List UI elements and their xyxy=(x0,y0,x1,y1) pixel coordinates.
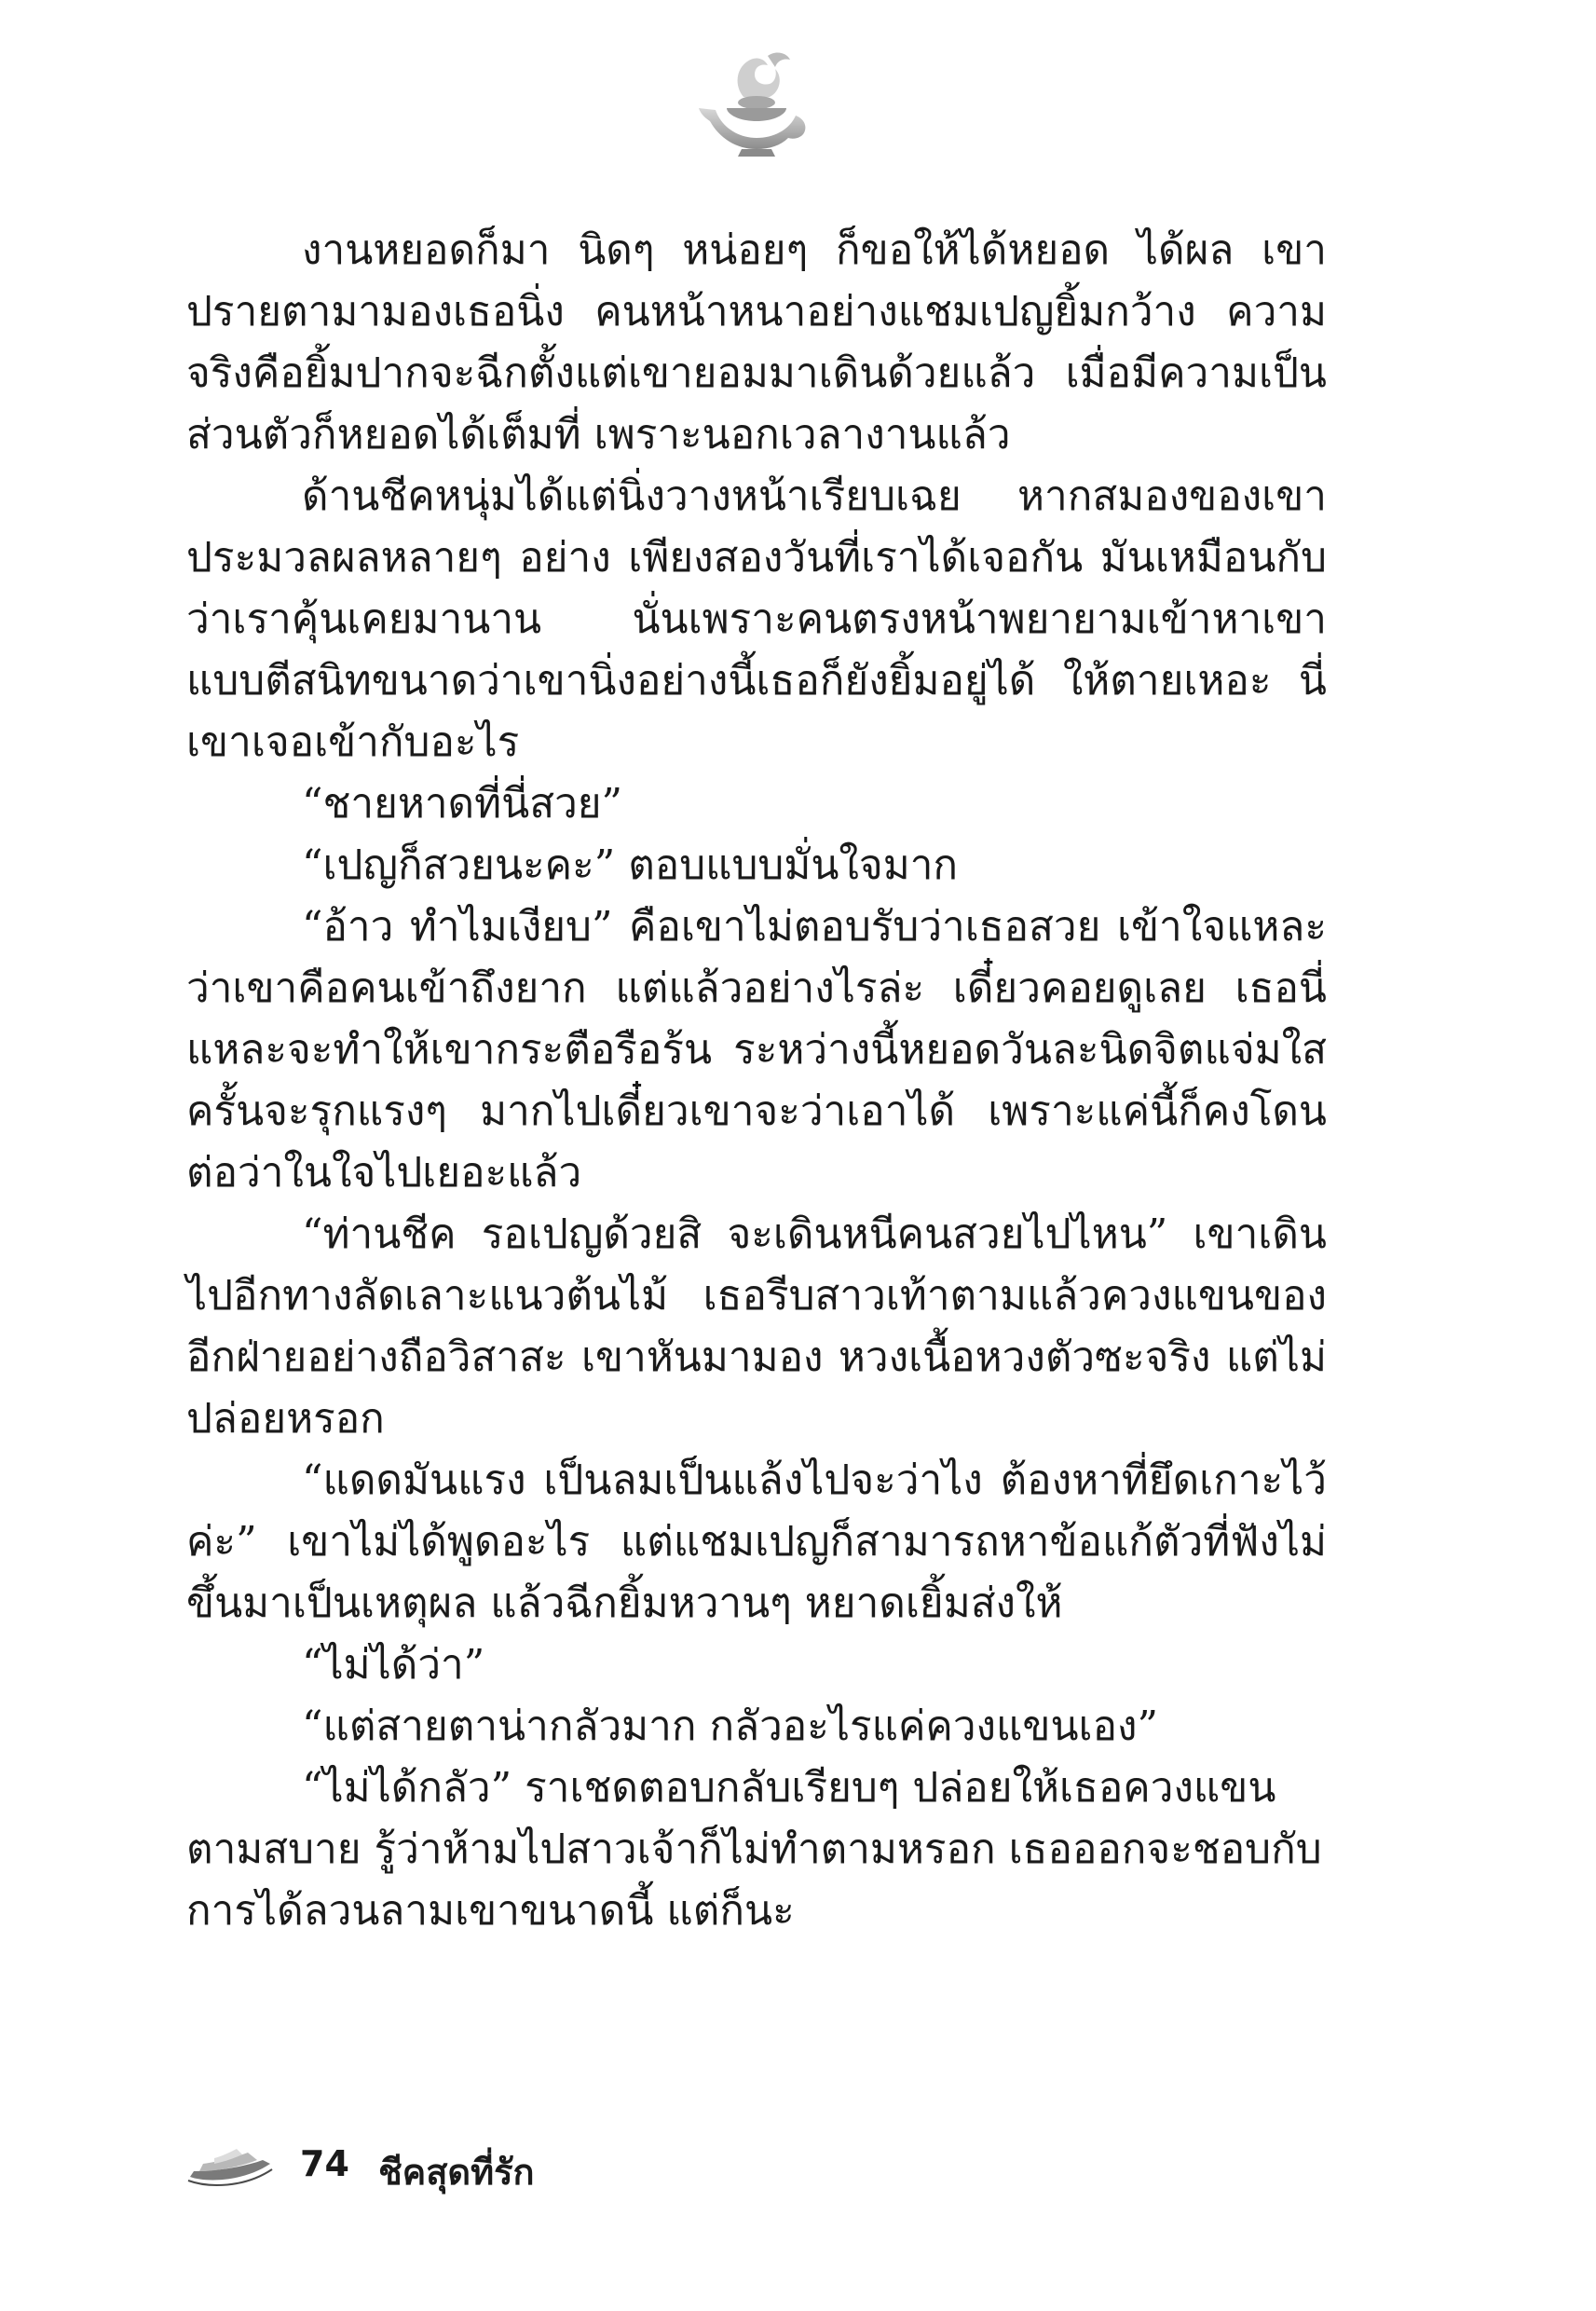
paragraph: “ท่านชีค รอเปญด้วยสิ จะเดินหนีคนสวยไปไหน” เขาเดินไปอีกทางลัดเลาะแนวต้นไม้ เธอรีบสาวเท้าตามแล้วควงแขนของอีกฝ่ายอย่างถือวิสาสะ เขาหันมามอง หวงเนื้อหวงตัวซะจริง แต่ไม่ปล่อยหรอก xyxy=(186,1210,1327,1443)
yacht-icon xyxy=(186,2140,275,2195)
paragraph: งานหยอดก็มา นิดๆ หน่อยๆ ก็ขอให้ได้หยอด ได้ผล เขาปรายตามามองเธอนิ่ง คนหน้าหนาอย่างแชมเปญยิ้มกว้าง ความจริงคือยิ้มปากจะฉีกตั้งแต่เขายอมมาเดินด้วยแล้ว เมื่อมีความเป็นส่วนตัวก็หยอดได้เต็มที่ เพราะนอกเวลางานแล้ว xyxy=(186,226,1327,458)
page-footer xyxy=(186,2140,839,2205)
page-number: 74 xyxy=(300,2143,349,2184)
book-title: ชีคสุดที่รัก xyxy=(378,2152,535,2193)
paragraph: “แต่สายตาน่ากลัวมาก กลัวอะไรแค่ควงแขนเอง” xyxy=(302,1702,1158,1750)
paragraph: “อ้าว ทำไมเงียบ” คือเขาไม่ตอบรับว่าเธอสวย เข้าใจแหละว่าเขาคือคนเข้าถึงยาก แต่แล้วอย่างไรล่ะ เดี๋ยวคอยดูเลย เธอนี่แหละจะทำให้เขากระตือรือร้น ระหว่างนี้หยอดวันละนิดจิตแจ่มใส ครั้นจะรุกแรงๆ มากไปเดี๋ยวเขาจะว่าเอาได้ เพราะแค่นี้ก็คงโดนต่อว่าในใจไปเยอะแล้ว xyxy=(186,903,1327,1197)
paragraph: ด้านชีคหนุ่มได้แต่นิ่งวางหน้าเรียบเฉย หากสมองของเขาประมวลผลหลายๆ อย่าง เพียงสองวันที่เราได้เจอกัน มันเหมือนกับว่าเราคุ้นเคยมานาน นั่นเพราะคนตรงหน้าพยายามเข้าหาเขาแบบตีสนิทขนาดว่าเขานิ่งอย่างนี้เธอก็ยังยิ้มอยู่ได้ ให้ตายเหอะ นี่เขาเจอเข้ากับอะไร xyxy=(186,472,1327,766)
paragraph: “เปญก็สวยนะคะ” ตอบแบบมั่นใจมาก xyxy=(302,841,959,889)
paragraph: “ชายหาดที่นี่สวย” xyxy=(302,780,623,827)
paragraph: “แดดมันแรง เป็นลมเป็นแล้งไปจะว่าไง ต้องหาที่ยึดเกาะไว้ค่ะ” เขาไม่ได้พูดอะไร แต่แชมเปญก็สามารถหาข้อแก้ตัวที่ฟังไม่ขึ้นมาเป็นเหตุผล แล้วฉีกยิ้มหวานๆ หยาดเยิ้มส่งให้ xyxy=(186,1456,1327,1627)
genie-lamp-icon xyxy=(689,48,820,160)
body-text xyxy=(186,220,1327,1942)
paragraph: “ไม่ได้ว่า” xyxy=(302,1641,485,1689)
paragraph: “ไม่ได้กลัว” ราเชดตอบกลับเรียบๆ ปล่อยให้เธอควงแขนตามสบาย รู้ว่าห้ามไปสาวเจ้าก็ไม่ทำตามหรอก เธอออกจะชอบกับการได้ลวนลามเขาขนาดนี้ แต่ก็นะ xyxy=(186,1764,1322,1935)
